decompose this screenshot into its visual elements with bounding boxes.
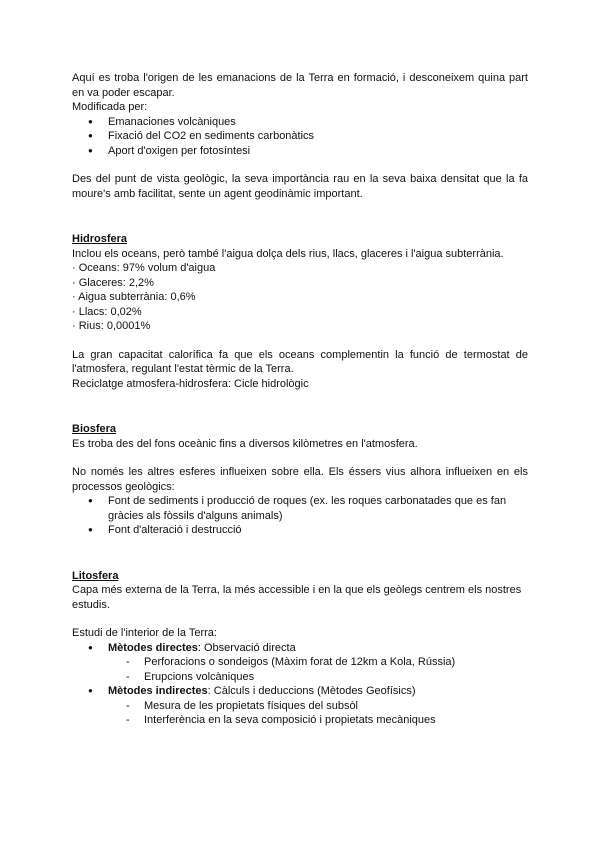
list-item: - Mesura de les propietats físiques del subsòl xyxy=(72,699,528,714)
section-title-litosfera: Litosfera xyxy=(72,569,119,582)
method-desc: : Observació directa xyxy=(197,641,296,654)
document-body xyxy=(72,71,528,728)
intro-paragraph: Aquí es troba l'origen de les emanacions de la Terra en formació, i desconeixem quina part en va poder escapar. xyxy=(72,72,528,99)
hidrosfera-intro: Inclou els oceans, però també l'aigua dolça dels rius, llacs, glaceres i l'aigua subterrània. xyxy=(72,247,504,260)
list-item: - Perforacions o sondeigos (Màxim forat de 12km a Kola, Rússia) xyxy=(72,655,528,670)
biosfera-bullet-list xyxy=(72,494,528,538)
list-item: · Oceans: 97% volum d'aigua xyxy=(72,262,216,274)
biosfera-intro: Es troba des del fons oceànic fins a diversos kilòmetres en l'atmosfera. xyxy=(72,437,418,450)
litosfera-intro: Capa més externa de la Terra, la més accessible i en la que els geòlegs centrem els nostres estudis. xyxy=(72,584,522,611)
list-item xyxy=(72,684,528,699)
hidrosfera-cycle: Reciclatge atmosfera-hidrosfera: Cicle hidrològic xyxy=(72,377,309,390)
list-item: · Rius: 0,0001% xyxy=(72,320,151,332)
list-item: · Llacs: 0,02% xyxy=(72,305,142,318)
section-title-biosfera: Biosfera xyxy=(72,423,117,435)
list-item: ● Fixació del CO2 en sediments carbonàtics xyxy=(72,129,528,144)
indirect-methods-sublist xyxy=(72,699,528,728)
intro-bullet-list xyxy=(72,115,528,159)
list-item: - Interferència en la seva composició i propietats mecàniques xyxy=(72,713,528,728)
list-item xyxy=(72,641,528,656)
method-name: Mètodes indirectes xyxy=(108,685,208,697)
list-item: ● Aport d'oxigen per fotosíntesi xyxy=(72,144,528,159)
method-name: Mètodes directes xyxy=(108,641,198,654)
hidrosfera-paragraph: La gran capacitat calorífica fa que els oceans complementin la funció de termostat de l'atmosfera, regulant l'estat tèrmic de la Terra. xyxy=(72,348,528,375)
intro-paragraph-2: Des del punt de vista geològic, la seva importància rau en la seva baixa densitat que la fa moure's amb facilitat, sente un agent geodinàmic important. xyxy=(72,173,528,200)
study-label: Estudi de l'interior de la Terra: xyxy=(72,627,217,639)
biosfera-paragraph: No només les altres esferes influeixen sobre ella. Els éssers vius alhora influeixen en els processos geològics: xyxy=(72,466,528,493)
methods-list-2 xyxy=(72,684,528,699)
modified-label: Modificada per: xyxy=(72,101,148,113)
list-item: · Glaceres: 2,2% xyxy=(72,276,154,289)
list-item: · Aigua subterrània: 0,6% xyxy=(72,291,196,303)
section-title-hidrosfera: Hidrosfera xyxy=(72,233,128,245)
list-item: ● Emanaciones volcàniques xyxy=(72,115,528,130)
list-item: - Erupcions volcàniques xyxy=(72,670,528,685)
direct-methods-sublist xyxy=(72,655,528,684)
method-desc: : Càlculs i deduccions (Mètodes Geofísics) xyxy=(207,685,416,697)
methods-list xyxy=(72,641,528,656)
list-item: ● Font de sediments i producció de roques (ex. les roques carbonatades que es fan gràcies als fòssils d'alguns animals) xyxy=(72,494,528,523)
list-item: ● Font d'alteració i destrucció xyxy=(72,523,528,538)
